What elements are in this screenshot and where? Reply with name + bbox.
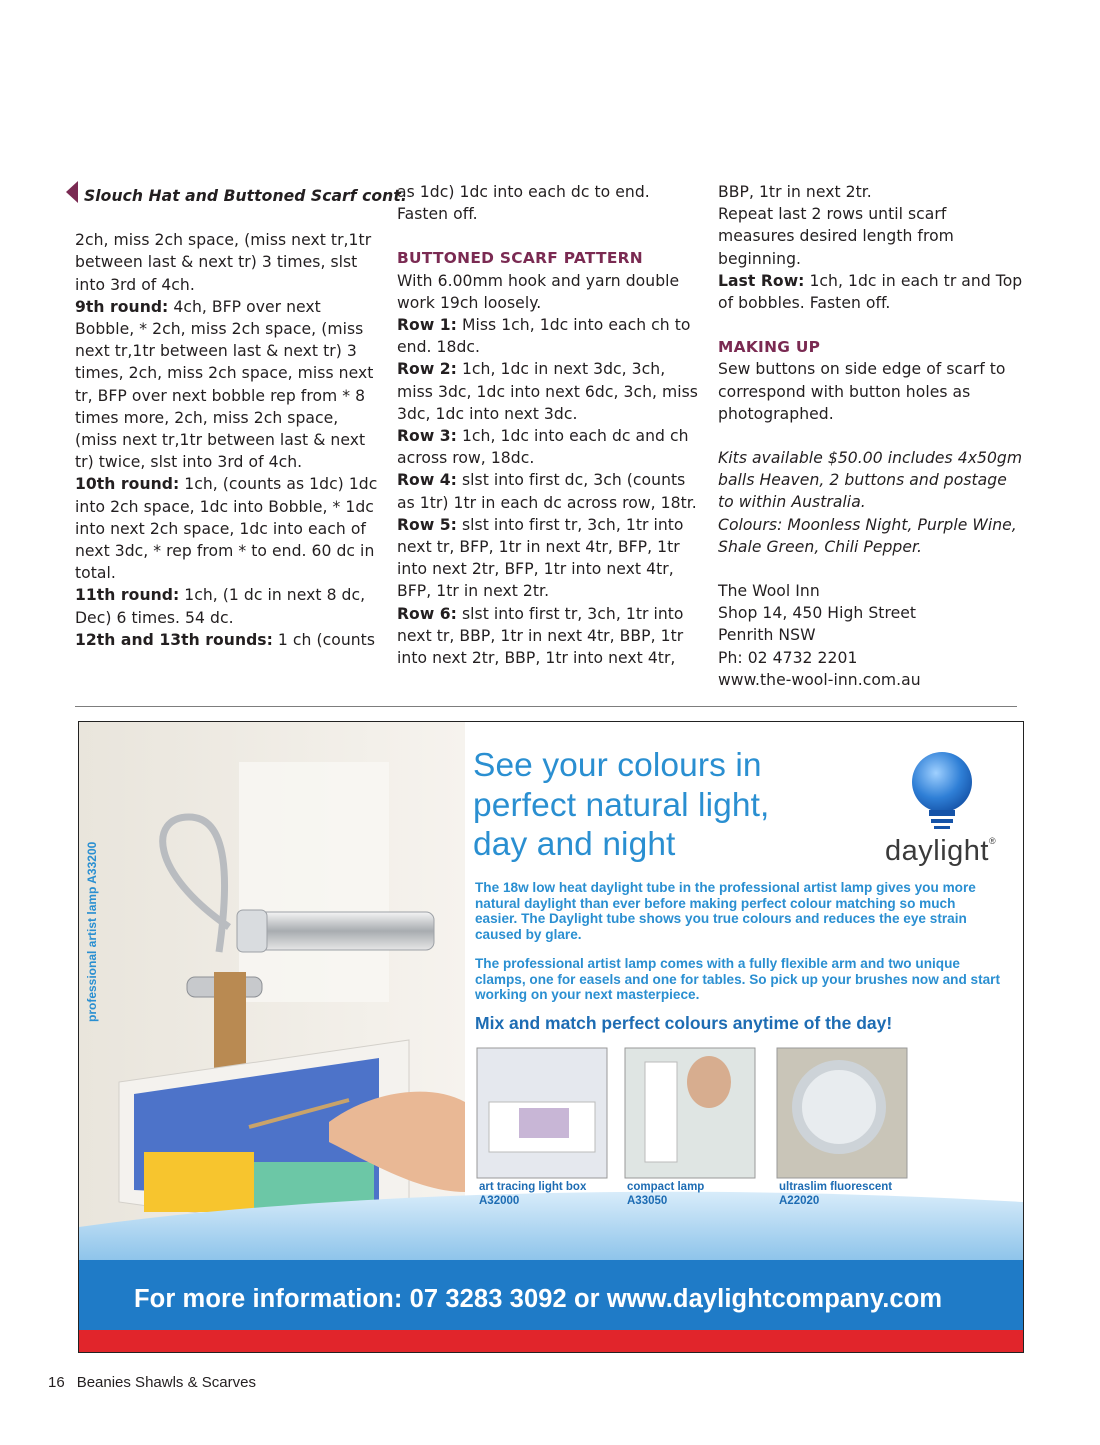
lamp-cap	[237, 910, 267, 952]
pattern-text: Repeat last 2 rows until scarf measures desired length from beginning.	[718, 205, 954, 268]
kits-text: Kits available $50.00 includes 4x50gm balls Heaven, 2 buttons and postage to within Australia.	[718, 449, 1023, 512]
colours-text: Colours: Moonless Night, Purple Wine, Shale Green, Chili Pepper.	[718, 515, 1017, 556]
row-6: Row 6: slst into first tr, 3ch, 1tr into next tr, BBP, 1tr in next 4tr, BBP, 1tr into next 2tr, BBP, 1tr into next 4tr,	[397, 604, 684, 668]
round-10: 10th round: 1ch, (counts as 1dc) 1dc into 2ch space, 1dc into Bobble, * 1dc into next 2ch space, 1dc into each of next 3dc, * rep from * to end. 60 dc in total.	[75, 475, 378, 583]
product-label-compact-lamp: compact lamp A33050	[627, 1181, 705, 1207]
thumb-fluorescent-magnifier	[797, 1065, 881, 1149]
round-11: 11th round: 1ch, (1 dc in next 8 dc, Dec) 6 times. 54 dc.	[75, 586, 366, 627]
ad-body-2: The professional artist lamp comes with a fully flexible arm and two unique clamps, one for easels and one for tables. So pick up your brushes now and start working on your next masterpiece.	[475, 956, 1000, 1003]
pattern-text: as 1dc) 1dc into each dc to end. Fasten off.	[397, 183, 650, 224]
column-3	[718, 181, 1023, 691]
section-divider	[75, 706, 1017, 707]
ad-headline: See your colours in perfect natural light, day and night	[473, 747, 770, 863]
making-up-text: Sew buttons on side edge of scarf to correspond with button holes as photographed.	[718, 360, 1006, 423]
shop-website: www.the-wool-inn.com.au	[718, 670, 921, 689]
window-light	[239, 762, 389, 1002]
row-1: Row 1: Miss 1ch, 1dc into each ch to end. 18dc.	[397, 316, 691, 357]
pattern-text: 2ch, miss 2ch space, (miss next tr,1tr between last & next tr) 3 times, slst into 3rd of 4ch.	[75, 231, 372, 294]
bulb-logo-base	[929, 810, 955, 816]
publication-title: Beanies Shawls & Scarves	[76, 1374, 256, 1391]
thumb-light-box-drawing	[519, 1108, 569, 1138]
bulb-logo-base-ring	[931, 819, 953, 823]
product-label-light-box: art tracing light box A32000	[479, 1181, 587, 1207]
back-triangle-icon	[66, 181, 78, 203]
red-stripe	[79, 1330, 1023, 1352]
shop-town: Penrith NSW	[718, 626, 816, 645]
column-2	[397, 181, 702, 669]
bulb-logo-base-tip	[934, 826, 950, 829]
shop-phone: Ph: 02 4732 2201	[718, 648, 858, 667]
round-12-13: 12th and 13th rounds: 1 ch (counts	[75, 630, 376, 649]
row-2: Row 2: 1ch, 1dc in next 3dc, 3ch, miss 3dc, 1dc into next 6dc, 3ch, miss 3dc, 1dc into next 3dc.	[397, 360, 698, 423]
round-9: 9th round: 4ch, BFP over next Bobble, * 2ch, miss 2ch space, (miss next tr,1tr between last & next tr) 3 times, 2ch, miss 2ch space, miss next tr, BFP over next bobble rep from * 8 times more, 2ch, miss 2ch space, (miss next tr,1tr between last & next tr) twice, slst into 3rd of 4ch.	[75, 297, 374, 472]
contact-info: For more information: 07 3283 3092 or www.daylightcompany.com	[134, 1285, 943, 1313]
artist-lamp-label: professional artist lamp A33200	[85, 841, 99, 1022]
lamp-head	[249, 912, 434, 950]
shop-name: The Wool Inn	[718, 582, 820, 601]
row-5: Row 5: slst into first tr, 3ch, 1tr into next tr, BFP, 1tr in next 4tr, BFP, 1tr into next 2tr, BFP, 1tr into next 4tr, BFP, 1tr in next 2tr.	[397, 515, 684, 601]
thumb-compact-lamp-body	[645, 1062, 677, 1162]
continued-heading: Slouch Hat and Buttoned Scarf cont.	[66, 181, 380, 207]
page-number: 16	[48, 1374, 65, 1391]
bulb-logo-glass	[912, 752, 972, 812]
page-footer	[48, 1374, 256, 1391]
painting-yellow-area	[144, 1152, 254, 1212]
pattern-text: BBP, 1tr in next 2tr.	[718, 183, 872, 201]
pattern-intro: With 6.00mm hook and yarn double work 19ch loosely.	[397, 271, 680, 312]
shop-address: Shop 14, 450 High Street	[718, 604, 917, 623]
product-label-fluorescent: ultraslim fluorescent A22020	[779, 1181, 893, 1207]
row-4: Row 4: slst into first dc, 3ch (counts as 1tr) 1tr in each dc across row, 18tr.	[397, 471, 697, 512]
thumb-compact-lamp-person	[687, 1056, 731, 1108]
last-row: Last Row: 1ch, 1dc in each tr and Top of bobbles. Fasten off.	[718, 271, 1023, 313]
section-heading-buttoned-scarf: BUTTONED SCARF PATTERN	[397, 249, 643, 268]
ad-body-1: The 18w low heat daylight tube in the professional artist lamp gives you more natural daylight than ever before making perfect colour matching so much easier. The Daylight tube shows you true colours and reduces the eye strain caused by glare.	[475, 880, 976, 942]
column-1	[75, 181, 407, 651]
ad-tagline: Mix and match perfect colours anytime of the day!	[475, 1013, 893, 1033]
section-heading-making-up: MAKING UP	[718, 338, 821, 357]
row-3: Row 3: 1ch, 1dc into each dc and ch across row, 18dc.	[397, 427, 689, 468]
daylight-brand: daylight®	[885, 835, 997, 867]
daylight-advertisement	[78, 721, 1024, 1353]
